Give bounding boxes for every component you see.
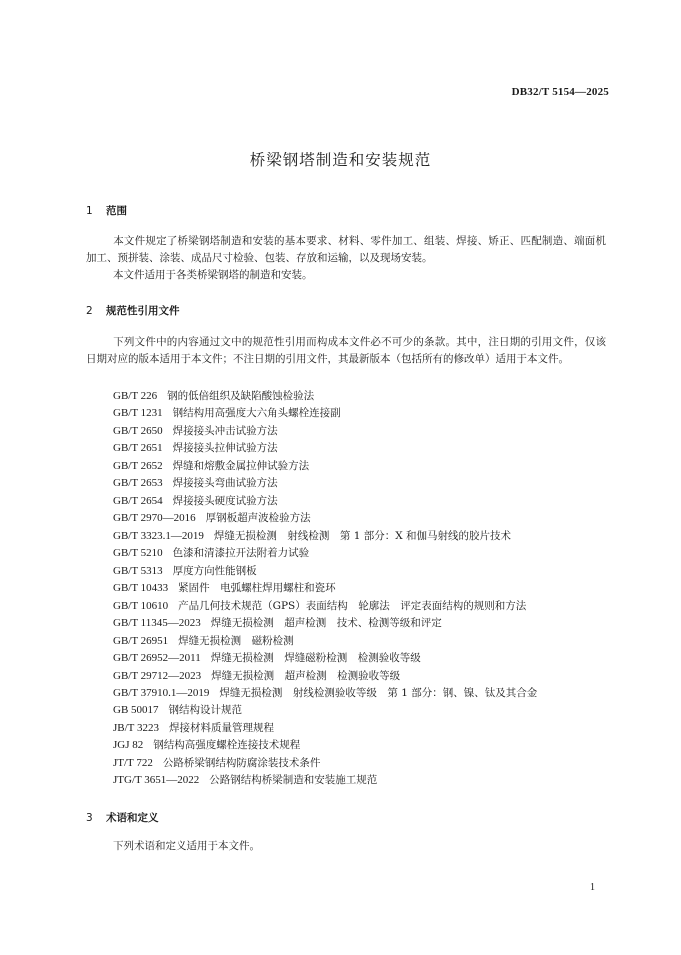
reference-title: 钢的低倍组织及缺陷酸蚀检验法 xyxy=(167,390,315,402)
reference-item xyxy=(113,702,537,719)
normative-references-intro xyxy=(86,334,606,368)
reference-title: 公路钢结构桥梁制造和安装施工规范 xyxy=(209,774,378,787)
reference-code: GB 50017 xyxy=(113,704,159,717)
reference-title: 钢结构用高强度大六角头螺栓连接副 xyxy=(172,407,341,420)
reference-title: 焊缝无损检测 射线检测 第 1 部分：X 和伽马射线的胶片技术 xyxy=(213,529,512,542)
paragraph-text: 下列文件中的内容通过文中的规范性引用而构成本文件必不可少的条款。其中，注日期的引用文件，仅该日期对应的版本适用于本文件；不注日期的引用文件，其最新版本（包括所有的修改单）适用于本文件。 xyxy=(86,336,606,365)
reference-code: GB/T 37910.1—2019 xyxy=(113,686,210,699)
reference-list xyxy=(113,388,537,790)
reference-item xyxy=(113,772,537,789)
reference-code: GB/T 10610 xyxy=(113,599,169,612)
document-title: 桥梁钢塔制造和安装规范 xyxy=(249,151,432,169)
section-number: 2 xyxy=(86,305,93,317)
section-heading-scope xyxy=(86,203,127,218)
reference-title: 焊缝无损检测 焊缝磁粉检测 检测验收等级 xyxy=(210,652,421,665)
reference-code: GB/T 26952—2011 xyxy=(113,652,201,665)
reference-title: 焊接接头硬度试验方法 xyxy=(172,494,278,507)
page-number: 1 xyxy=(590,882,595,893)
reference-item xyxy=(113,650,537,667)
reference-title: 厚钢板超声波检验方法 xyxy=(205,512,311,525)
reference-item xyxy=(113,423,537,440)
reference-code: JTG/T 3651—2022 xyxy=(113,774,200,787)
reference-code: JT/T 722 xyxy=(113,756,153,769)
reference-title: 公路桥梁钢结构防腐涂装技术条件 xyxy=(162,756,321,769)
reference-code: GB/T 2970—2016 xyxy=(113,512,196,525)
reference-title: 焊接接头冲击试验方法 xyxy=(172,424,278,437)
reference-item xyxy=(113,405,537,422)
section-heading-normative-references xyxy=(86,303,180,318)
section-title: 范围 xyxy=(106,205,127,217)
reference-title: 焊接材料质量管理规程 xyxy=(168,721,274,734)
reference-title: 焊缝和熔敷金属拉伸试验方法 xyxy=(172,459,310,472)
reference-item xyxy=(113,388,537,405)
reference-item xyxy=(113,545,537,562)
paragraph-text: 本文件适用于各类桥梁钢塔的制造和安装。 xyxy=(113,269,313,281)
reference-item xyxy=(113,440,537,457)
reference-title: 焊缝无损检测 超声检测 技术、检测等级和评定 xyxy=(210,617,442,630)
reference-code: GB/T 2650 xyxy=(113,424,163,437)
reference-code: GB/T 2651 xyxy=(113,442,163,455)
scope-paragraph-1 xyxy=(86,233,606,267)
section-title: 规范性引用文件 xyxy=(106,305,180,317)
reference-item xyxy=(113,737,537,754)
reference-code: GB/T 2652 xyxy=(113,459,163,472)
reference-code: JB/T 3223 xyxy=(113,721,159,734)
section-title: 术语和定义 xyxy=(106,812,159,824)
section-number: 3 xyxy=(86,812,93,824)
reference-item xyxy=(113,510,537,527)
reference-code: GB/T 26951 xyxy=(113,634,169,647)
paragraph-text: 下列术语和定义适用于本文件。 xyxy=(113,840,260,852)
scope-paragraph-2 xyxy=(86,267,606,284)
section-heading-terms-definitions xyxy=(86,810,159,825)
document-code: DB32/T 5154—2025 xyxy=(511,86,609,98)
reference-code: GB/T 2654 xyxy=(113,494,163,507)
reference-item xyxy=(113,458,537,475)
reference-item xyxy=(113,580,537,597)
reference-item xyxy=(113,475,537,492)
reference-item xyxy=(113,668,537,685)
reference-item xyxy=(113,615,537,632)
reference-code: GB/T 29712—2023 xyxy=(113,669,202,682)
reference-item xyxy=(113,563,537,580)
reference-code: GB/T 11345—2023 xyxy=(113,617,201,630)
reference-item xyxy=(113,493,537,510)
reference-title: 钢结构设计规范 xyxy=(168,704,243,717)
reference-title: 厚度方向性能钢板 xyxy=(172,564,257,577)
reference-title: 钢结构高强度螺栓连接技术规程 xyxy=(153,739,301,752)
reference-title: 产品几何技术规范（GPS）表面结构 轮廓法 评定表面结构的规则和方法 xyxy=(178,599,527,612)
reference-code: GB/T 5313 xyxy=(113,564,163,577)
section-number: 1 xyxy=(86,205,93,217)
reference-code: GB/T 5210 xyxy=(113,547,163,560)
reference-item xyxy=(113,598,537,615)
reference-title: 紧固件 电弧螺柱焊用螺柱和瓷环 xyxy=(178,582,336,595)
reference-code: GB/T 1231 xyxy=(113,407,163,420)
reference-item xyxy=(113,633,537,650)
reference-item xyxy=(113,755,537,772)
reference-code: GB/T 3323.1—2019 xyxy=(113,529,204,542)
reference-item xyxy=(113,528,537,545)
terms-paragraph xyxy=(86,838,606,855)
reference-item xyxy=(113,685,537,702)
reference-title: 焊接接头弯曲试验方法 xyxy=(172,477,278,490)
reference-code: JGJ 82 xyxy=(113,739,144,752)
reference-title: 色漆和清漆拉开法附着力试验 xyxy=(172,547,310,560)
reference-title: 焊缝无损检测 磁粉检测 xyxy=(178,634,294,647)
reference-title: 焊缝无损检测 射线检测验收等级 第 1 部分：钢、镍、钛及其合金 xyxy=(219,686,538,699)
reference-code: GB/T 10433 xyxy=(113,582,169,595)
reference-code: GB/T 2653 xyxy=(113,477,163,490)
reference-title: 焊接接头拉伸试验方法 xyxy=(172,442,278,455)
reference-code: GB/T 226 xyxy=(113,390,158,402)
reference-item xyxy=(113,720,537,737)
paragraph-text: 本文件规定了桥梁钢塔制造和安装的基本要求、材料、零件加工、组装、焊接、矫正、匹配制造、端面机加工、预拼装、涂装、成品尺寸检验、包装、存放和运输，以及现场安装。 xyxy=(86,235,606,264)
reference-title: 焊缝无损检测 超声检测 检测验收等级 xyxy=(211,669,401,682)
